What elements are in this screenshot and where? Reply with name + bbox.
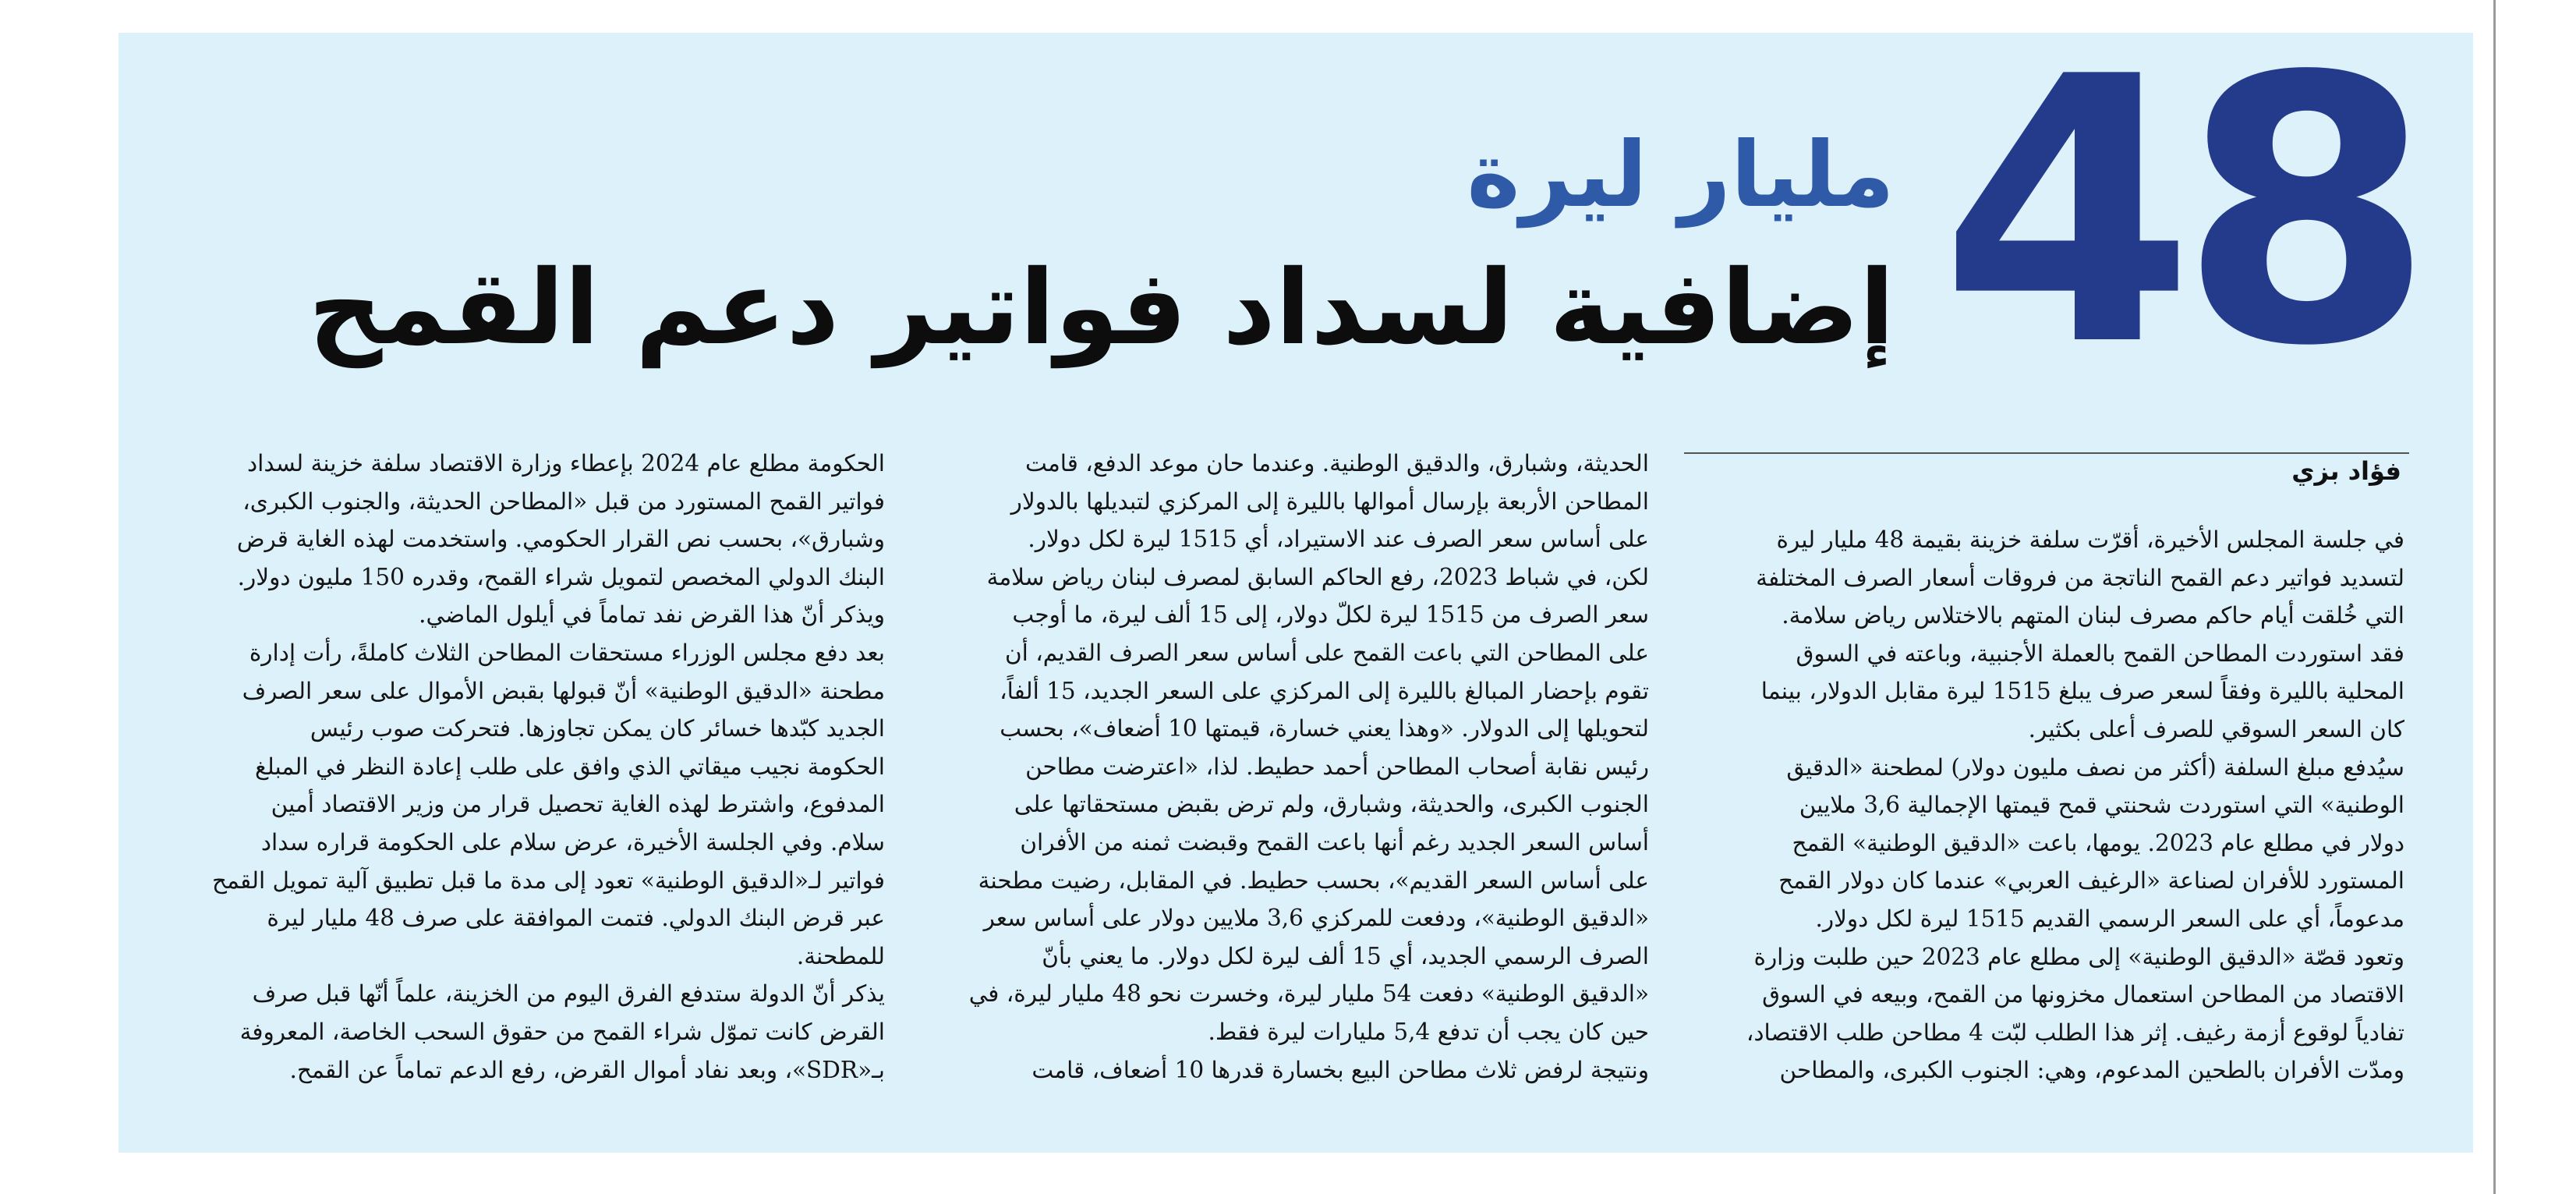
- text-line: فواتير لـ«الدقيق الوطنية» تعود إلى مدة ما قبل تطبيق آلية تمويل القمح: [211, 866, 885, 894]
- text-line: الاقتصاد من المطاحن استعمال مخزونها من القمح، وبيعه في السوق: [1762, 981, 2404, 1008]
- text-line: الحكومة مطلع عام 2024 بإعطاء وزارة الاقتصاد سلفة خزينة لسداد: [247, 450, 885, 477]
- text-line: على المطاحن التي باعت القمح على أساس سعر الصرف القديم، أن: [1004, 639, 1649, 666]
- text-line: المطاحن الأربعة بإرسال أموالها بالليرة إلى المركزي لتبديلها بالدولار: [1010, 487, 1649, 515]
- text-line: الوطنية» التي استوردت شحنتي قمح قيمتها الإجمالية 3,6 ملايين: [1799, 792, 2404, 819]
- article-column-2: [924, 445, 1649, 1089]
- text-line: في جلسة المجلس الأخيرة، أقرّت سلفة خزينة بقيمة 48 مليار ليرة: [1776, 526, 2404, 553]
- text-line: بـ«SDR»، وبعد نفاد أموال القرض، رفع الدعم تماماً عن القمح.: [289, 1056, 885, 1083]
- text-line: حين كان يجب أن تدفع 5,4 مليارات ليرة فقط.: [1208, 1018, 1649, 1045]
- text-line: المدفوع، واشترط لهذه الغاية تحصيل قرار من وزير الاقتصاد أمين: [271, 791, 885, 818]
- text-line: كان السعر السوقي للصرف أعلى بكثير.: [2028, 715, 2404, 742]
- text-line: للمطحنة.: [796, 942, 885, 969]
- text-line: رئيس نقابة أصحاب المطاحن أحمد حطيط. لذا، «اعترضت مطاحن: [1025, 753, 1649, 780]
- text-line: «الدقيق الوطنية» دفعت 54 مليار ليرة، وخسرت نحو 48 مليار ليرة، في: [968, 980, 1649, 1008]
- article-column-1: [1684, 521, 2404, 1089]
- text-line: أساس السعر الجديد رغم أنها باعت القمح وقبضت ثمنه من الأفران: [1020, 828, 1649, 856]
- text-line: ونتيجة لرفض ثلاث مطاحن البيع بخسارة قدرها 10 أضعاف، قامت: [1031, 1056, 1649, 1083]
- text-line: الجنوب الكبرى، والحديثة، وشبارق، ولم ترض بقبض مستحقاتها على: [1014, 791, 1649, 818]
- text-line: سيُدفع مبلغ السلفة (أكثر من نصف مليون دولار) لمطحنة «الدقيق: [1786, 753, 2404, 781]
- text-line: ومدّت الأفران بالطحين المدعوم، وهي: الجنوب الكبرى، والمطاحن: [1779, 1057, 2404, 1084]
- text-line: تقوم بإحضار المبالغ بالليرة إلى المركزي على السعر الجديد، 15 ألفاً،: [1000, 677, 1649, 704]
- text-line: الجديد كبّدها خسائر كان يمكن تجاوزها. فتحركت صوب رئيس: [310, 715, 885, 742]
- text-line: الصرف الرسمي الجديد، أي 15 ألف ليرة لكل دولار. ما يعني بأنّ: [1042, 942, 1649, 969]
- headline-main: إضافية لسداد فواتير دعم القمح: [308, 248, 1895, 368]
- text-line: وتعود قصّة «الدقيق الوطنية» إلى مطلع عام 2023 حين طلبت وزارة: [1753, 943, 2404, 970]
- text-line: لتحويلها إلى الدولار. «وهذا يعني خسارة، قيمتها 10 أضعاف»، بحسب: [1000, 715, 1649, 742]
- text-line: يذكر أنّ الدولة ستدفع الفرق اليوم من الخزينة، علماً أنّها قبل صرف: [252, 980, 885, 1008]
- headline-subhead: مليار ليرة: [1467, 122, 1895, 228]
- text-line: التي خُلقت أيام حاكم مصرف لبنان المتهم بالاختلاس رياض سلامة.: [1782, 602, 2404, 629]
- article-column-3: [164, 445, 885, 1089]
- text-line: «الدقيق الوطنية»، ودفعت للمركزي 3,6 ملايين دولار على أساس سعر: [983, 905, 1649, 932]
- author-byline: فؤاد بزي: [2291, 456, 2401, 486]
- text-line: فقد استوردت المطاحن القمح بالعملة الأجنبية، وباعته في السوق: [1796, 640, 2404, 667]
- text-line: ويذكر أنّ هذا القرض نفد تماماً في أيلول الماضي.: [419, 601, 885, 629]
- text-line: الحديثة، وشبارق، والدقيق الوطنية. وعندما حان موعد الدفع، قامت: [1024, 450, 1649, 477]
- text-line: دولار في مطلع عام 2023. يومها، باعت «الدقيق الوطنية» القمح: [1792, 829, 2404, 856]
- text-line: سعر الصرف من 1515 ليرة لكلّ دولار، إلى 15 ألف ليرة، ما أوجب: [1012, 601, 1649, 629]
- text-line: مدعوماً، أي على السعر الرسمي القديم 1515 ليرة لكل دولار.: [1815, 905, 2404, 932]
- page-edge-rule: [2493, 0, 2496, 1194]
- text-line: المحلية بالليرة وفقاً لسعر صرف يبلغ 1515 ليرة مقابل الدولار، بينما: [1760, 678, 2404, 705]
- text-line: عبر قرض البنك الدولي. فتمت الموافقة على صرف 48 مليار ليرة: [267, 905, 885, 932]
- text-line: الحكومة نجيب ميقاتي الذي وافق على طلب إعادة النظر في المبلغ: [255, 753, 885, 780]
- text-line: سلام. وفي الجلسة الأخيرة، عرض سلام على الحكومة قراره سداد: [260, 828, 885, 856]
- text-line: فواتير القمح المستورد من قبل «المطاحن الحديثة، والجنوب الكبرى،: [242, 487, 885, 515]
- text-line: القرض كانت تموّل شراء القمح من حقوق السحب الخاصة، المعروفة: [239, 1018, 885, 1045]
- text-line: البنك الدولي المخصص لتمويل شراء القمح، وقدره 150 مليون دولار.: [237, 563, 885, 590]
- headline-number: 48: [1939, 0, 2419, 426]
- text-line: تفادياً لوقوع أزمة رغيف. إثر هذا الطلب لبّت 4 مطاحن طلب الاقتصاد،: [1746, 1019, 2404, 1046]
- text-line: وشبارق»، بحسب نص القرار الحكومي. واستخدمت لهذه الغاية قرض: [236, 526, 885, 553]
- text-line: المستورد للأفران لصناعة «الرغيف العربي» عندما كان دولار القمح: [1778, 867, 2404, 895]
- text-line: لكن، في شباط 2023، رفع الحاكم السابق لمصرف لبنان رياض سلامة: [986, 563, 1649, 590]
- text-line: على أساس السعر القديم»، بحسب حطيط. في المقابل، رضيت مطحنة: [978, 866, 1649, 894]
- text-line: على أساس سعر الصرف عند الاستيراد، أي 1515 ليرة لكل دولار.: [1028, 526, 1649, 553]
- text-line: مطحنة «الدقيق الوطنية» أنّ قبولها بقبض الأموال على سعر الصرف: [242, 677, 885, 704]
- text-line: بعد دفع مجلس الوزراء مستحقات المطاحن الثلاث كاملةً، رأت إدارة: [249, 639, 885, 666]
- text-line: لتسديد فواتير دعم القمح الناتجة من فروقات أسعار الصرف المختلفة: [1756, 564, 2404, 591]
